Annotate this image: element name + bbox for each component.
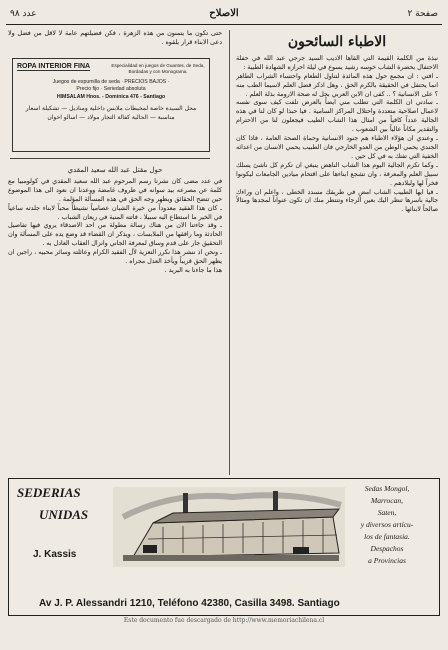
ad-product-line: a Provincias: [368, 556, 406, 565]
ad-product-line: Sedas Mongol,: [364, 484, 410, 493]
ad-title-line2: UNIDAS: [39, 507, 89, 522]
left-column-article: [8, 162, 222, 474]
article-paragraph: ـ وقد جاءتنا الان من هناك رسالة مطولة من احد الاصدقاء يروي فيها تفاصيل الحادثة وما رافقها من الملابسات ، ويذكر ان القضاء قد وضع يده على المسألة وان التحقيق جار على قدم وساق لمعرفة الجاني وانزال العقاب العادل به .: [8, 222, 222, 248]
article-paragraph: ـ ونحن اذ ننشر هذا نكرر التعزية لآل الفقيد الكرام وعائلته وسائر محبيه ، راجين ان يظهر الحق قريباً ويأخذ العدل مجراه .: [8, 249, 222, 266]
download-footer: Este documento fue descargado de http://www.memoriachilena.cl: [123, 617, 325, 624]
column-divider: [229, 30, 230, 475]
article-continuation: حتى تكون ما يتمنون من هذه الزهرة ، فكن فضيلتهم عامة لا لاقل من فضل ولا دعى الابناء قرار يلقوه .: [8, 30, 222, 46]
ad-policy: Precio fijo · Seriedad absoluta: [76, 86, 146, 92]
ad-arabic-text: محل السيدة خاصة لمخيطات ملابس داخلية ومناديل — تشكيلة اسعار مناسبة — الحالية كفالة التجار مولاد — اسالو اخوان: [25, 105, 197, 121]
article-paragraph: ـ وكما تكرم الجالية اليوم هذا الشاب الناهض ينبغي ان تكرم كل ناشئ يسلك سبيل العلم والمعرفة ، وان تشجع ابناءها على اقتحام ميادين الجامعات ليكونوا فخراً لها ولبلادهم .: [236, 161, 438, 187]
section-rule: [10, 158, 210, 159]
ropa-interior-advertisement: [12, 58, 210, 152]
ad-product-line: los de fantasia.: [364, 532, 410, 541]
ad-products: Juegos de espumilla de seda · PRECIOS BAJOS ·: [52, 79, 170, 85]
article-paragraph: ـ كان هذا الفقيد معدوداً من خيرة الشبان عصامياً نشيطاً محباً لابناء جلدته ساعياً في الخير ما استطاع اليه سبيلا ، فاتته المنية في ريعان الشباب .: [8, 204, 222, 221]
masthead: الاصلاح: [209, 8, 239, 19]
right-column-article: [236, 30, 438, 476]
ad-product-list: [341, 483, 433, 567]
article-intro: نبذة من الكلمة القيمة التي القاها الاديب السيد جرجي عبد الله في حفلة الاحتفال بحضرة الشاب خوسه رشيد يسوع في ليلة احرازه الشهادة الطبية :: [236, 54, 438, 71]
article-title: حول مقتل عبد الله سعيد المقدي: [67, 166, 163, 174]
article-closing: هذا ما جاءنا به البريد .: [164, 266, 222, 274]
ad-product-line: Despachos: [370, 544, 404, 553]
issue-number: عدد ٩٨: [10, 9, 37, 19]
article-paragraph: ـ افتي : ان مجمع حول هذه المائدة لتناول الطعام واحتساء الشراب الطاهر انما يحتفل في الحقيقة بالكرم الحق ، وهل اذكر فضل العلم لاسيما الطب منه ؟ على الانسانية ؟ .. كفى ان الابن العربي بجل له صحة الارومة بذلة العلم .: [236, 72, 438, 98]
ad-owner: J. Kassis: [33, 549, 77, 560]
ad-address-line: Av J. P. Alessandri 1210, Teléfono 42380, Casilla 3498. Santiago: [39, 598, 340, 609]
article-paragraph: ـ وعندي ان هؤلاء الاطباء هم جنود الانسانية وحماة الصحة العامة ، فاذا كان الجندي يحمي الوطن من العدو الخارجي فان الطبيب يحمي الانسان من اعدائه الخفية التي تفتك به في كل حين .: [236, 135, 438, 160]
page-number: صفحة ٢: [407, 9, 438, 19]
ad-brand-name: ROPA INTERIOR FINA: [17, 63, 91, 70]
factory-illustration: [113, 487, 345, 567]
ad-title-line1: SEDERIAS: [17, 485, 81, 500]
ad-product-line: Marrocan,: [370, 496, 403, 505]
ad-specialty: Especialidad en juegos de Guantes, de Seda, Bordadas y con Monograma.: [111, 63, 205, 74]
ad-product-line: Saten,: [377, 508, 397, 517]
page-header: [6, 6, 442, 25]
sederias-unidas-advertisement: [8, 478, 440, 616]
article-title: الاطباء السائحون: [287, 34, 387, 50]
ad-address: HIMSALAM Hnos. - Domínica 476 - Santiago: [56, 94, 166, 100]
article-paragraph: في عدد مضى كان نشرنا رسم المرحوم عبد الله سعيد المقدي في كولومبيا مع كلمة عن مصرعه بيد سوانه في ظروف غامضة ووعدنا ان نعود الى هذا الموضوع حين تتضح الحقائق ويظهر وجه الحق في هذه المسألة المؤلمة .: [8, 177, 222, 203]
article-paragraph: ـ سادتي ان الكلمة التي تطلب مني ايضاً بالعرض تلفت كيف سوى نفسه لاعمال اصلاحية متعددة واحتلال المراكز السامية . فيا حبذا لو كان لنا في هذه الجالية عدداً كافياً من امثال هذا الشاب الطيب فيجعلون لنا من الاحترام والتقدير مكاناً عالياً بين الشعوب .: [236, 99, 438, 134]
article-paragraph: ـ فيا ايها الطبيب الشاب امضِ في طريقك مسدد الخطى ، واعلم ان وراءك جالية باسرها تنظر اليك بعين الرجاء وتنتظر منك ان تكون عنواناً لمجدها ومثالاً صالحاً لابنائها .: [236, 188, 438, 214]
ad-product-line: y diversos artícu-: [360, 520, 414, 529]
